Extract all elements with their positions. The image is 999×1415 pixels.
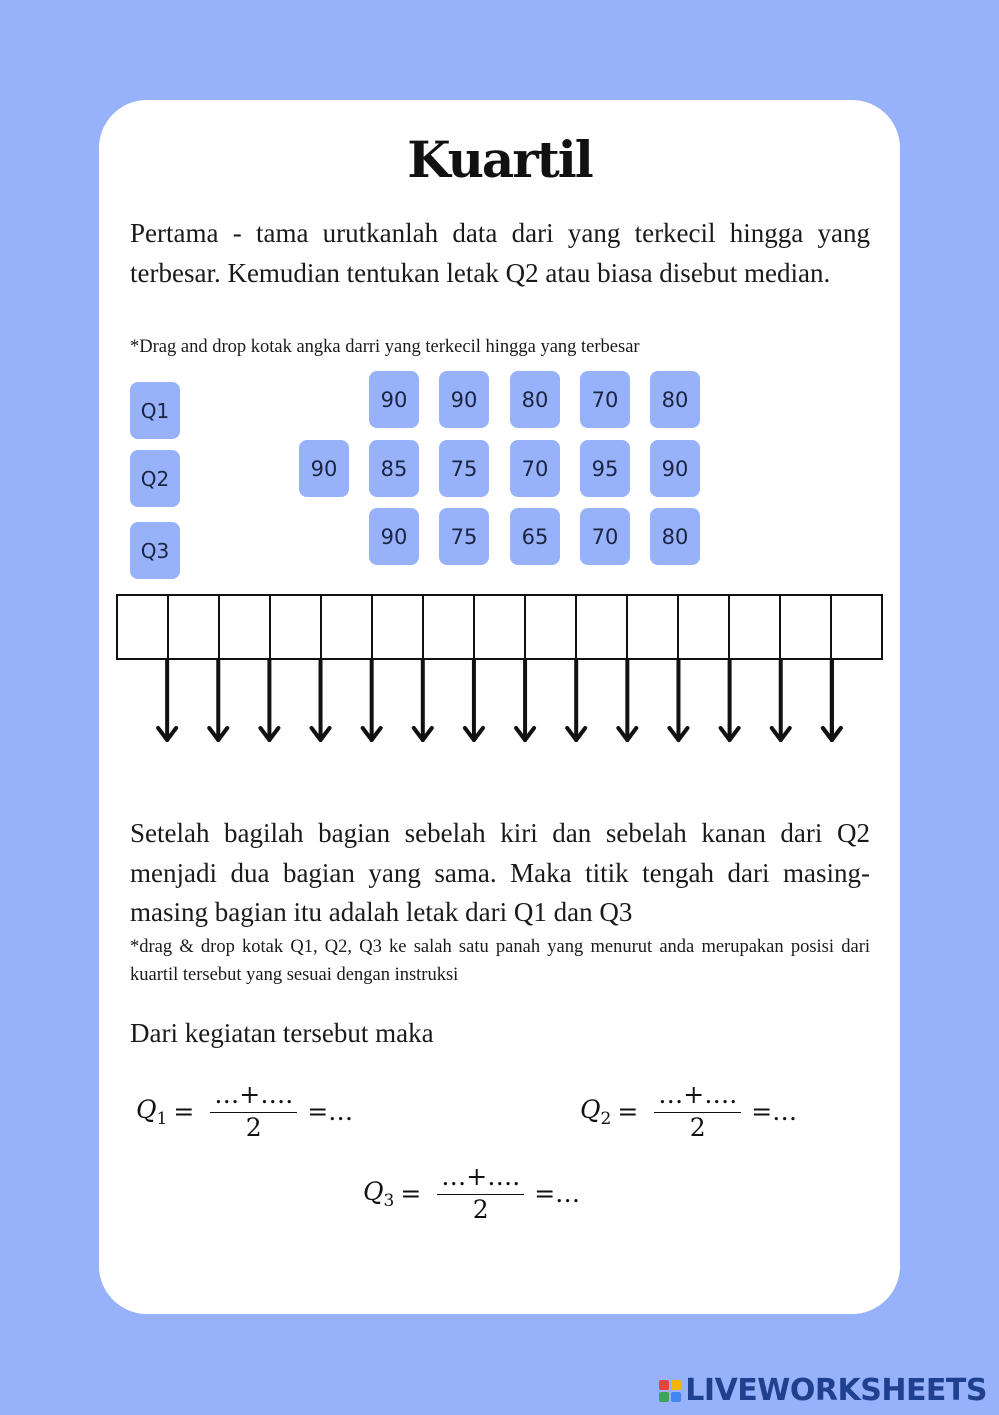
down-arrow-icon[interactable] [567, 660, 585, 740]
q1-chip[interactable]: Q1 [130, 382, 180, 439]
number-chip[interactable]: 75 [439, 440, 489, 497]
number-chip[interactable]: 95 [580, 440, 630, 497]
number-chip[interactable]: 90 [299, 440, 349, 497]
q1-symbol: $Q_1$ [136, 1094, 168, 1129]
down-arrow-icon[interactable] [414, 660, 432, 740]
q3-denominator: 2 [472, 1195, 489, 1224]
down-arrow-icon[interactable] [260, 660, 278, 740]
number-chip[interactable]: 90 [369, 508, 419, 565]
down-arrow-icon[interactable] [721, 660, 739, 740]
down-arrow-icon[interactable] [158, 660, 176, 740]
q1-formula: $Q_1$ = $\frac{\dots+\dots.}{2}$ =… [136, 1080, 354, 1142]
number-chip[interactable]: 80 [650, 508, 700, 565]
q1-result: =… [307, 1097, 354, 1126]
q2-formula: $Q_2$ = $\frac{\dots+\dots.}{2}$ =… [580, 1080, 798, 1142]
number-chip[interactable]: 90 [439, 371, 489, 428]
number-chip[interactable]: 80 [650, 371, 700, 428]
intro-note: *Drag and drop kotak angka darri yang terkecil hingga yang terbesar [130, 337, 640, 357]
q2-result: =… [751, 1097, 798, 1126]
liveworksheets-brand[interactable] [659, 1373, 987, 1408]
q3-result: =… [534, 1179, 581, 1208]
intro-paragraph: Pertama - tama urutkanlah data dari yang terkecil hingga yang terbesar. Kemudian tentukan letak Q2 atau biasa disebut median. [130, 218, 870, 288]
q3-formula: $Q_3$ = $\frac{\dots+\dots.}{2}$ =… [363, 1162, 581, 1224]
q3-chip[interactable]: Q3 [130, 522, 180, 579]
number-chip[interactable]: 90 [369, 371, 419, 428]
page-title: Kuartil [407, 130, 592, 189]
down-arrow-icon[interactable] [209, 660, 227, 740]
number-chip[interactable]: 65 [510, 508, 560, 565]
number-chip[interactable]: 70 [580, 371, 630, 428]
down-arrow-icon[interactable] [465, 660, 483, 740]
instruction-note: *drag & drop kotak Q1, Q2, Q3 ke salah satu panah yang menurut anda merupakan posisi dari kuartil tersebut yang sesuai dengan instruksi [130, 937, 870, 985]
conclusion-text: Dari kegiatan tersebut maka [130, 1018, 434, 1048]
down-arrow-icon[interactable] [312, 660, 330, 740]
q2-numerator: …+…. [654, 1080, 741, 1113]
q1-numerator: …+…. [210, 1080, 297, 1113]
q3-numerator: …+…. [437, 1162, 524, 1195]
down-arrow-icon[interactable] [516, 660, 534, 740]
number-chip[interactable]: 80 [510, 371, 560, 428]
number-chip[interactable]: 90 [650, 440, 700, 497]
down-arrow-icon[interactable] [363, 660, 381, 740]
q1-denominator: 2 [245, 1113, 262, 1142]
down-arrow-icon[interactable] [669, 660, 687, 740]
liveworksheets-logo-icon [659, 1380, 681, 1402]
down-arrow-icon[interactable] [772, 660, 790, 740]
q2-chip[interactable]: Q2 [130, 450, 180, 507]
q2-denominator: 2 [689, 1113, 706, 1142]
instruction-paragraph: Setelah bagilah bagian sebelah kiri dan sebelah kanan dari Q2 menjadi dua bagian yang sama. Maka titik tengah dari masing-masing bagian itu adalah letak dari Q1 dan Q3 [130, 818, 870, 927]
number-chip[interactable]: 70 [510, 440, 560, 497]
number-chip[interactable]: 70 [580, 508, 630, 565]
q3-symbol: $Q_3$ [363, 1176, 395, 1211]
number-chip[interactable]: 75 [439, 508, 489, 565]
q2-symbol: $Q_2$ [580, 1094, 612, 1129]
down-arrow-icon[interactable] [823, 660, 841, 740]
brand-name: LIVEWORKSHEETS [685, 1373, 987, 1408]
number-chip[interactable]: 85 [369, 440, 419, 497]
down-arrow-icon[interactable] [618, 660, 636, 740]
